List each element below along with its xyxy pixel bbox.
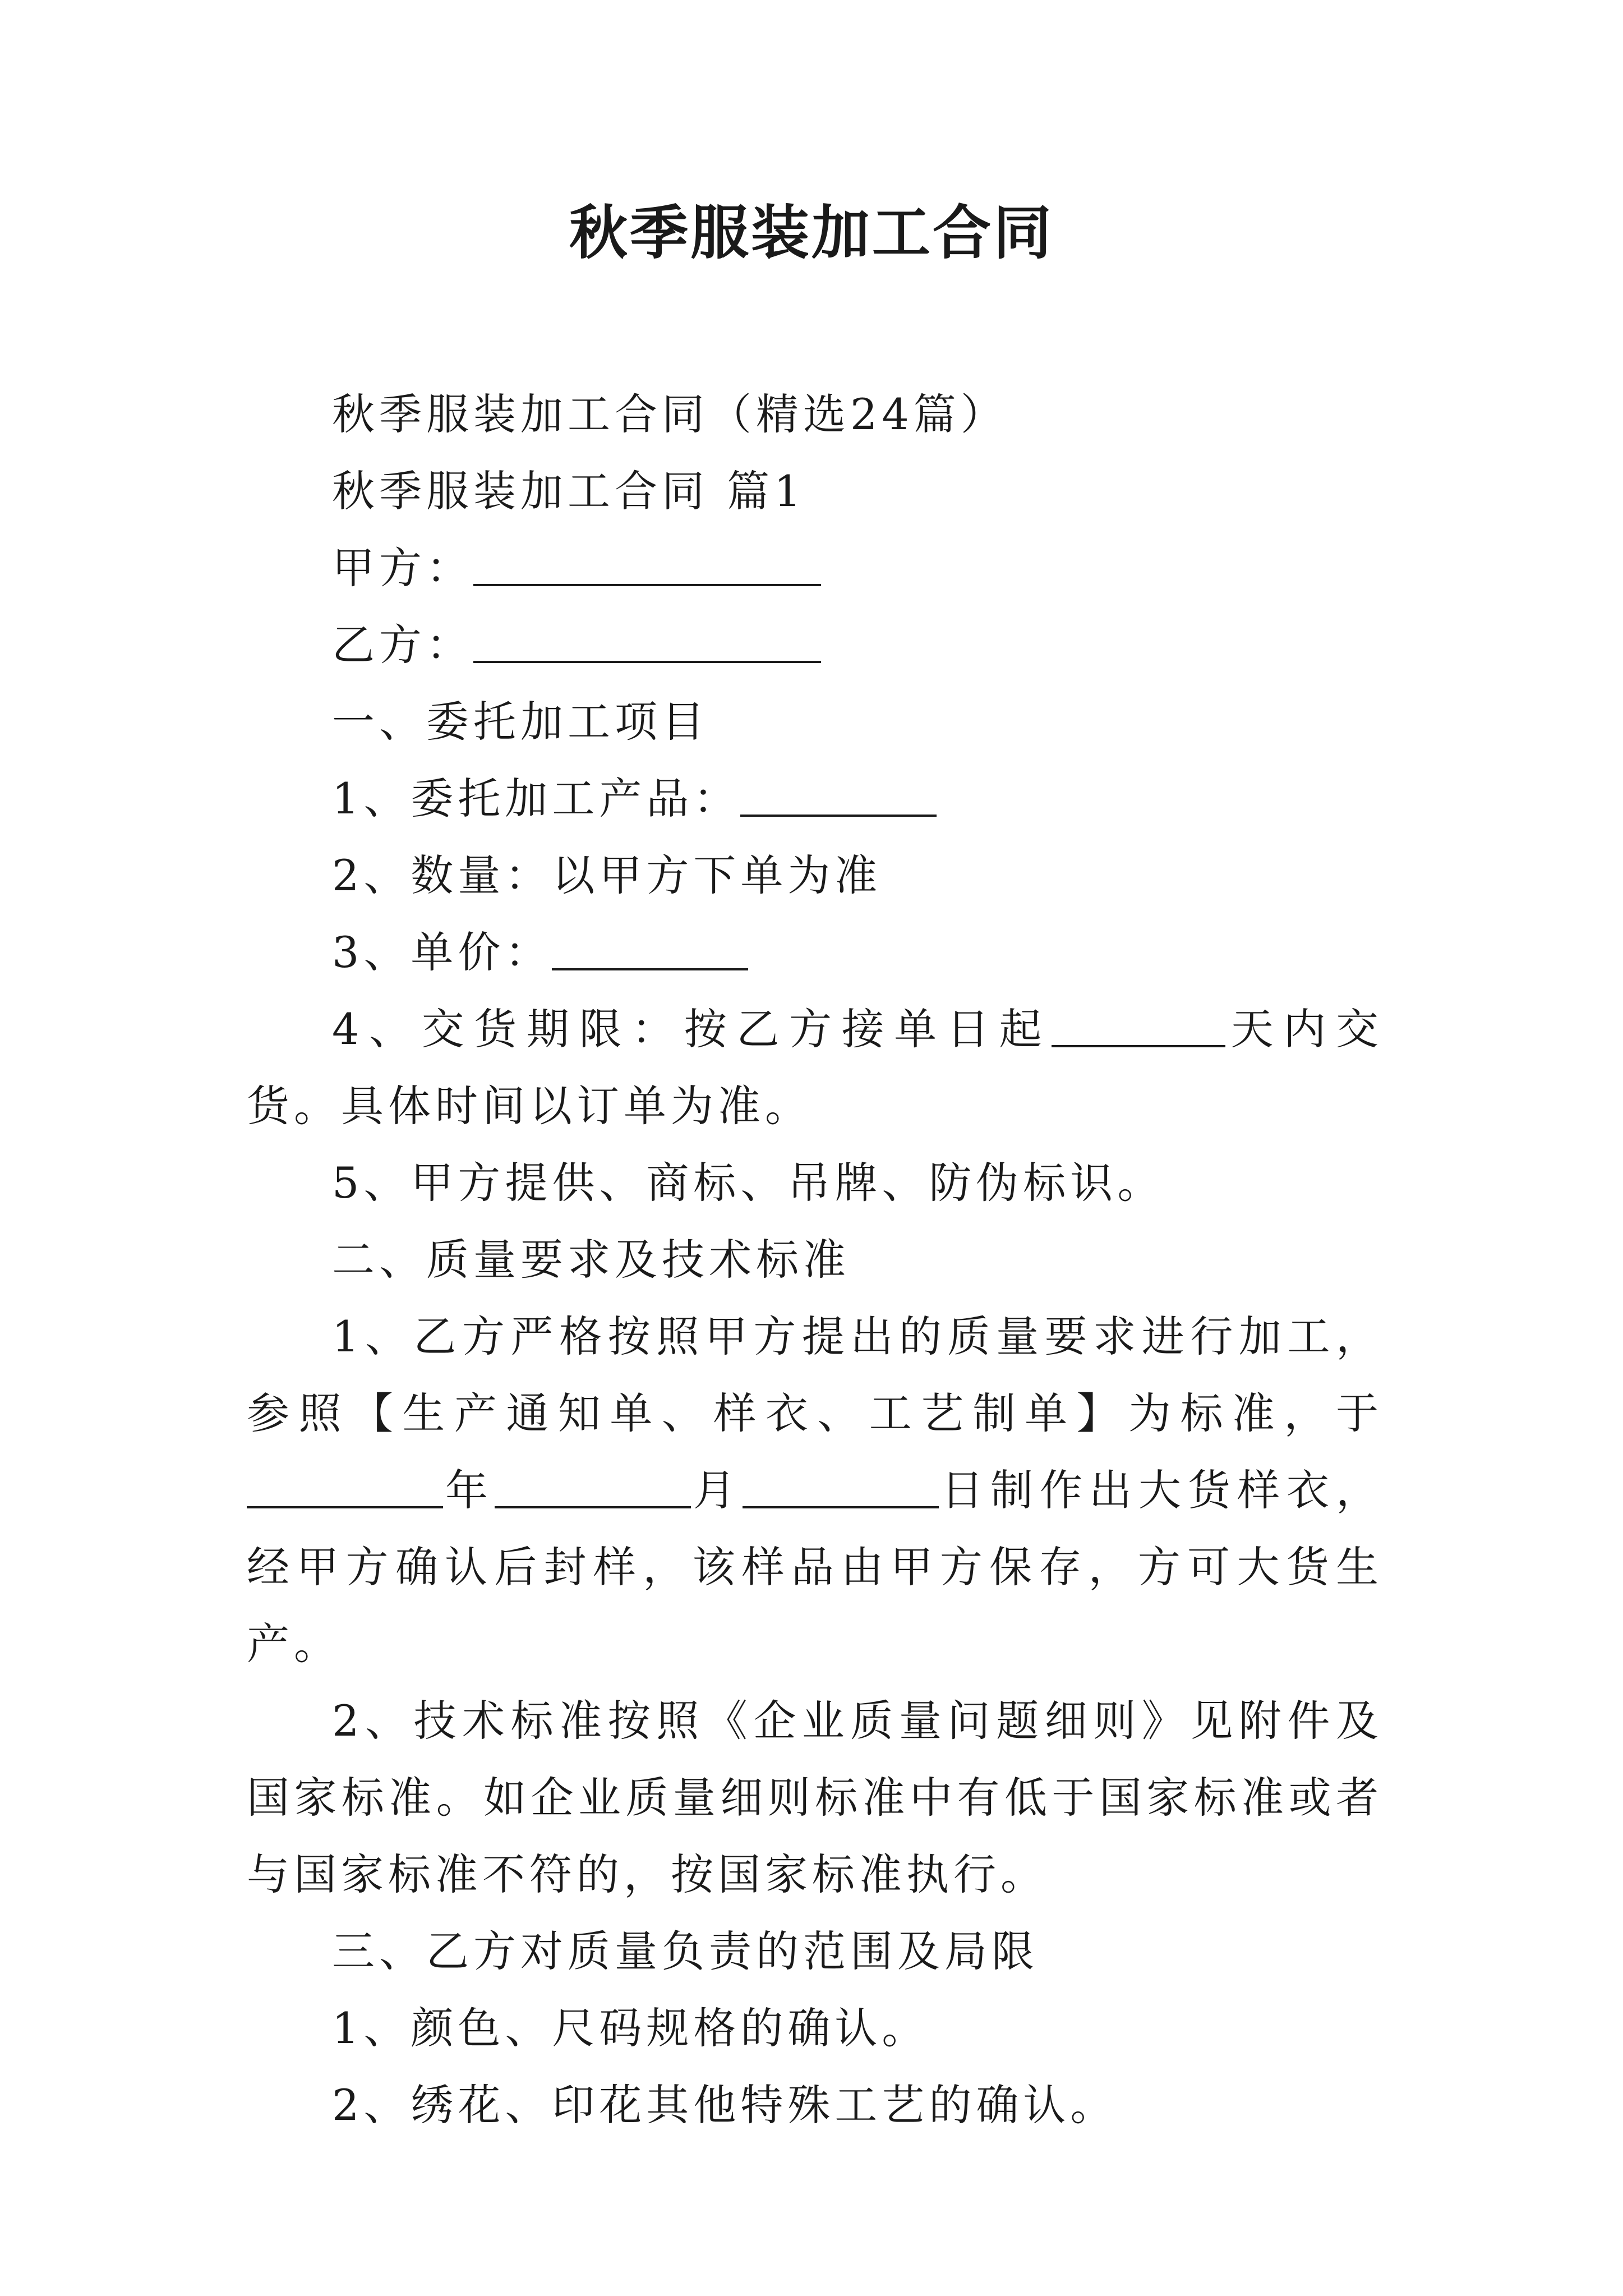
paragraph-text: 2、数量：以甲方下单为准: [332, 850, 882, 900]
paragraph-text: 1、委托加工产品：: [332, 774, 741, 823]
paragraph: [247, 453, 1383, 530]
paragraph: [247, 837, 1383, 914]
fill-blank: [473, 617, 821, 663]
paragraph: [247, 1990, 1383, 2067]
paragraph-text: 日制作出大货样衣，经甲方确认后封样，该样品由甲方保存，方可大货生产。: [247, 1465, 1383, 1669]
fill-blank: [473, 540, 821, 586]
fill-blank: [552, 924, 748, 970]
paragraph-text: 2、技术标准按照《企业质量问题细则》见附件及国家标准。如企业质量细则标准中有低于国家标准或者与国家标准不符的，按国家标准执行。: [247, 1696, 1383, 1899]
paragraph: [247, 991, 1383, 1144]
fill-blank: [743, 1462, 939, 1508]
fill-blank: [1052, 1001, 1225, 1047]
paragraph-text: 天内交货。具体时间以订单为准。: [247, 1004, 1384, 1131]
paragraph-text: 3、单价：: [332, 927, 552, 977]
paragraph-text: 年: [443, 1465, 495, 1515]
paragraph-text: 二、质量要求及技术标准: [332, 1235, 850, 1285]
paragraph-text: 秋季服装加工合同 篇1: [332, 466, 806, 516]
section-heading: [247, 1913, 1383, 1990]
document-title: 秋季服装加工合同: [569, 199, 1054, 267]
party-b-line: [247, 606, 1383, 683]
paragraph-text: 1、乙方严格按照甲方提出的质量要求进行加工，参照【生产通知单、样衣、工艺制单】为标准，于: [247, 1312, 1383, 1438]
paragraph-text: 秋季服装加工合同（精选24篇）: [332, 389, 1008, 439]
fill-blank: [740, 771, 937, 817]
fill-blank: [495, 1462, 691, 1508]
paragraph-text: 月: [691, 1465, 743, 1515]
paragraph-text: 三、乙方对质量负责的范围及局限: [332, 1926, 1039, 1976]
paragraph: [247, 760, 1383, 837]
paragraph: [247, 1682, 1383, 1913]
paragraph: [247, 914, 1383, 991]
paragraph-text: 乙方：: [332, 620, 473, 670]
paragraph-text: 一、委托加工项目: [332, 697, 709, 747]
paragraph-text: 甲方：: [332, 543, 473, 593]
paragraph: [247, 2067, 1383, 2143]
paragraph: [247, 1298, 1383, 1682]
paragraph-text: 1、颜色、尺码规格的确认。: [332, 2003, 929, 2053]
paragraph: [247, 1144, 1383, 1221]
fill-blank: [247, 1462, 443, 1508]
paragraph: [247, 376, 1383, 453]
section-heading: [247, 1221, 1383, 1298]
paragraph-text: 5、甲方提供、商标、吊牌、防伪标识。: [332, 1158, 1165, 1208]
section-heading: [247, 683, 1383, 760]
paragraph-text: 2、绣花、印花其他特殊工艺的确认。: [332, 2080, 1118, 2130]
document-body: [247, 376, 1383, 2143]
paragraph-text: 4、交货期限：按乙方接单日起: [332, 1004, 1052, 1054]
party-a-line: [247, 530, 1383, 606]
